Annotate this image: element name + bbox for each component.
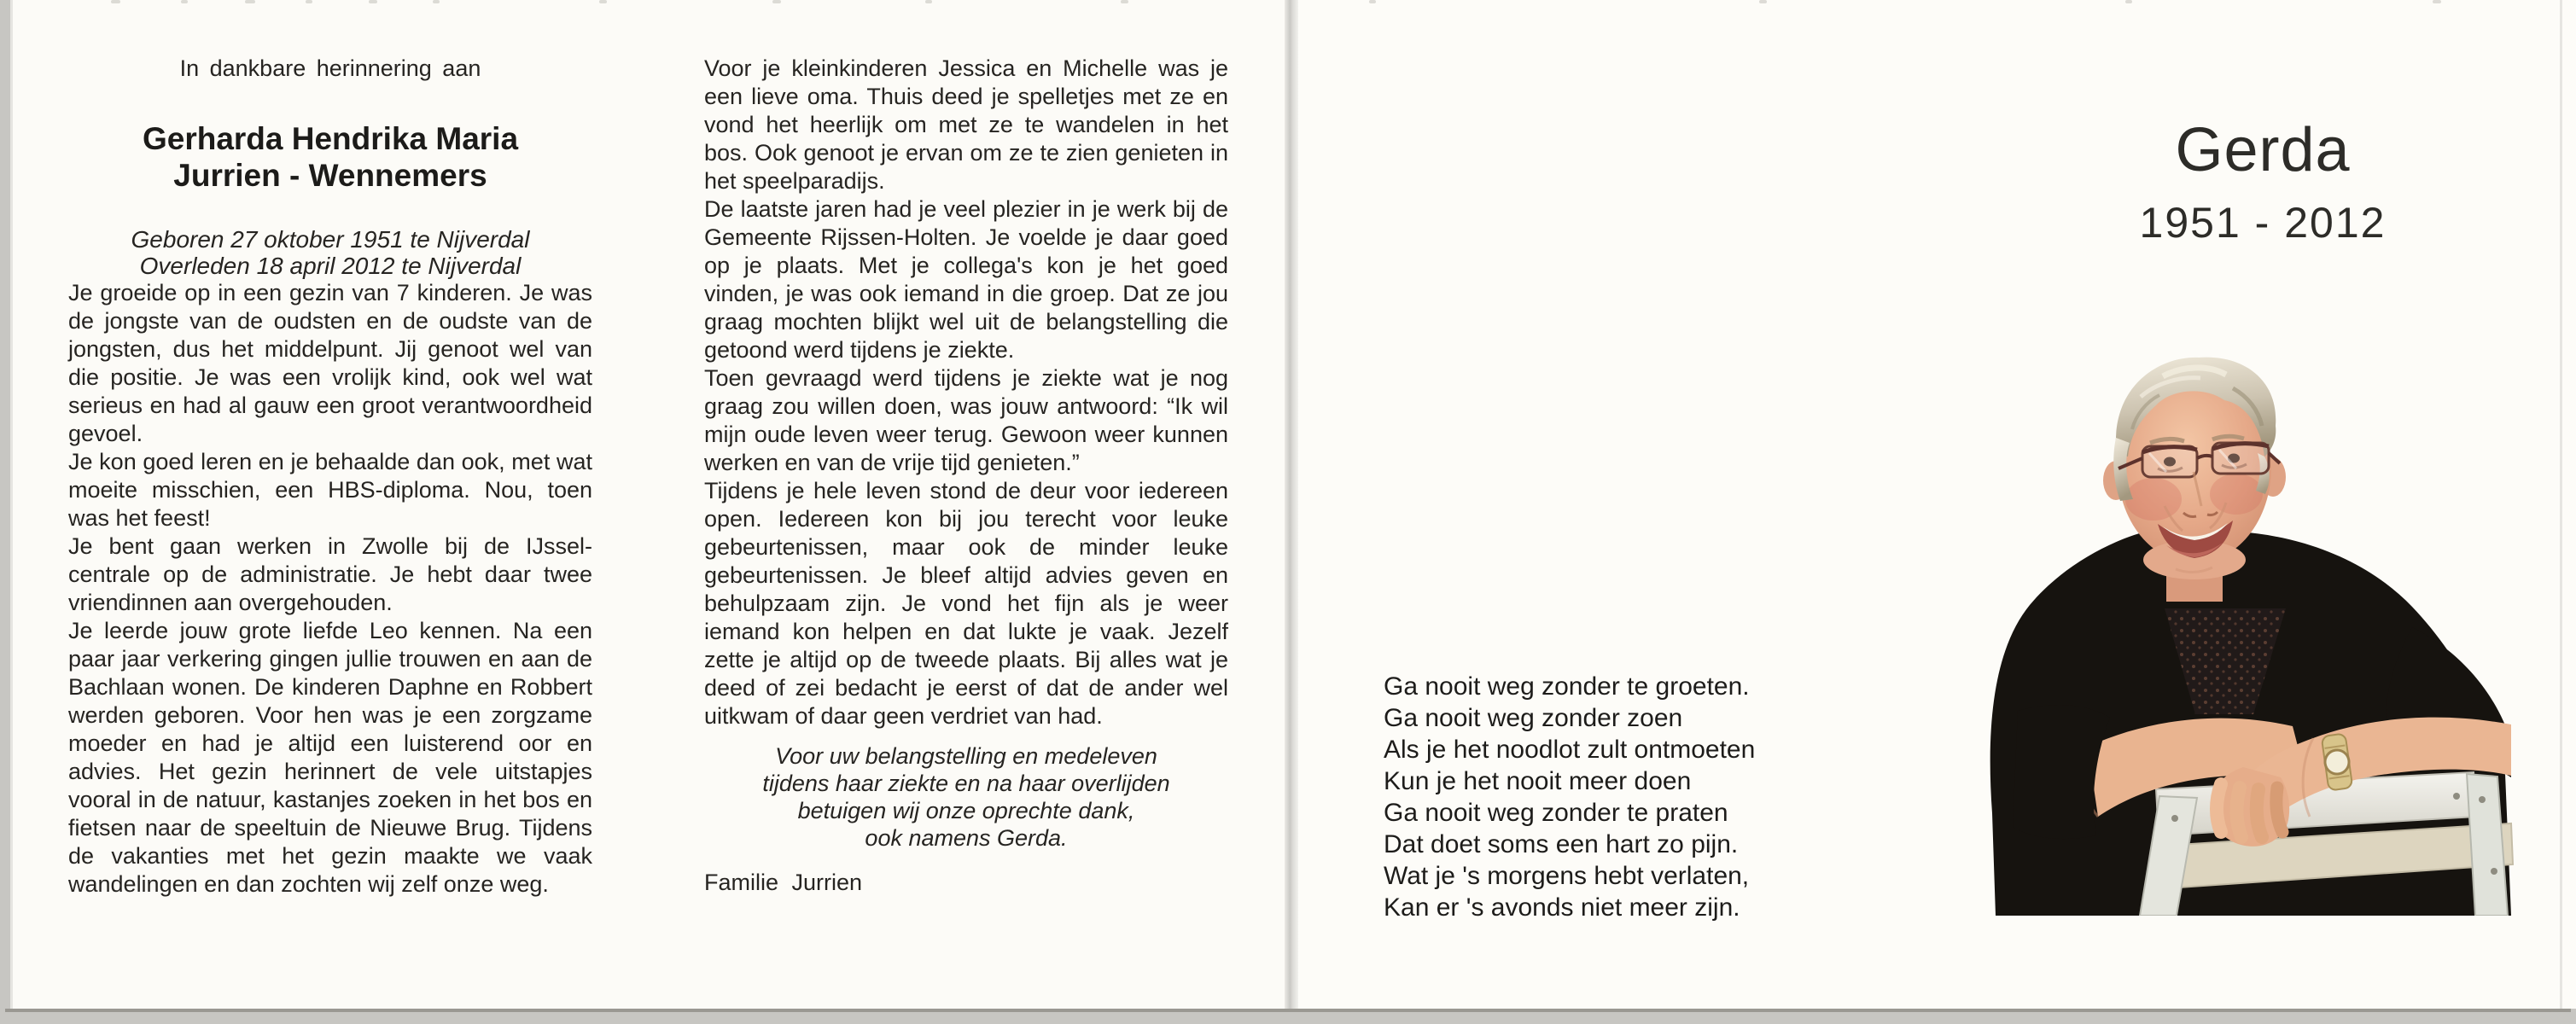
right-text-column — [704, 55, 1228, 897]
poem-line: Kan er 's avonds niet meer zijn. — [1384, 893, 1740, 922]
poem-line: Wat je 's morgens hebt verlaten, — [1384, 862, 1750, 890]
deceased-name — [68, 120, 592, 194]
family-signature: Familie Jurrien — [704, 870, 863, 895]
biography-paragraph: Je kon goed leren en je behaalde dan ook, met wat moeite misschien, een HBS-diploma. Nou, toen was het feest! — [68, 449, 592, 531]
poem-line: Dat doet soms een hart zo pijn. — [1384, 830, 1739, 858]
memoriam-line: In dankbare herinnering aan — [179, 55, 481, 81]
biography-paragraph: De laatste jaren had je veel plezier in je werk bij de Gemeente Rijssen-Holten. Je voelde je daar goed op je plaats. Met je collega's kon je het goed vinden, je was ook iemand in die groep. Dat ze jou graag mochten blijkt wel uit de belangstelling die getoond werd tijdens je ziekte. — [704, 196, 1228, 363]
biography-paragraph: Voor je kleinkinderen Jessica en Michelle was je een lieve oma. Thuis deed je spelletjes met ze en vond het heerlijk om met ze te wandelen in het bos. Ook genoot je ervan om ze te zien genieten in het speelparadijs. — [704, 55, 1228, 194]
poem — [1384, 671, 1896, 923]
biography-paragraph: Je groeide op in een gezin van 7 kinderen. Je was de jongste van de oudsten en de oudste van de jongsten, dus het middelpunt. Jij genoot wel van die positie. Je was een vrolijk kind, ook wel wat serieus en had al gauw een groot verantwoordheid gevoel. — [68, 280, 592, 446]
scan-artifact-dash — [2433, 0, 2441, 3]
acknowledgement-line: tijdens haar ziekte en na haar overlijden — [762, 771, 1170, 796]
deceased-name-line2: Jurrien - Wennemers — [173, 158, 487, 193]
scan-artifact-dash — [772, 0, 781, 3]
poem-line: Ga nooit weg zonder te groeten. — [1384, 672, 1750, 701]
death-line: Overleden 18 april 2012 te Nijverdal — [139, 253, 522, 279]
scan-artifact-dash — [599, 0, 607, 3]
poem-line: Ga nooit weg zonder zoen — [1384, 704, 1683, 732]
poem-line: Als je het noodlot zult ontmoeten — [1384, 736, 1756, 764]
biography-paragraph: Je leerde jouw grote liefde Leo kennen. Na een paar jaar verkering gingen jullie trouwen en aan de Bachlaan wonen. De kinderen Daphne en Robbert werden geboren. Voor hen was je een zorgzame moeder en had je altijd een luisterend oor en advies. Het gezin herinnert de vele uitstapjes vooral in de natuur, kastanjes zoeken in het bos en fietsen naar de speeltuin de Nieuwe Brug. Tijdens de vakanties met het gezin maakte we vaak wandelingen en dan zochten wij zelf onze weg. — [68, 618, 592, 897]
poem-line: Kun je het nooit meer doen — [1384, 767, 1692, 795]
front-title-name: Gerda — [2175, 116, 2351, 184]
hand — [2211, 767, 2289, 847]
scan-artifact-dash — [1369, 0, 1376, 3]
acknowledgement-line: Voor uw belangstelling en medeleven — [775, 743, 1157, 769]
acknowledgement-text — [704, 742, 1228, 852]
scan-artifact-dash — [1121, 0, 1128, 3]
card-right-edge-line — [2560, 0, 2562, 1009]
right-cheek-blush — [2210, 474, 2263, 515]
scan-artifact-dash — [369, 0, 377, 3]
scan-artifact-dash — [306, 0, 312, 3]
scan-artifact-dash — [1759, 0, 1767, 3]
biography-paragraph: Toen gevraagd werd tijdens je ziekte wat je nog graag zou willen doen, was jouw antwoord: “Ik wil mijn oude leven weer terug. Gewoon weer kunnen werken en van de vrije tijd genieten.” — [704, 365, 1228, 475]
scan-artifact-dash — [111, 0, 120, 3]
biography-paragraph: Tijdens je hele leven stond de deur voor iedereen open. Iedereen kon bij jou terecht voor leuke gebeurtenissen, maar ook de minder leuke gebeurtenissen. Je bleef altijd advies geven en behulpzaam zijn. Je vond het fijn als je weer iemand kon helpen en dat lukte je vaak. Jezelf zette je altijd op de tweede plaats. Bij alles wat je deed of zei bedacht je eerst of dat de ander wel uitkwam of daar geen verdriet van had. — [704, 478, 1228, 729]
acknowledgement-line: ook namens Gerda. — [865, 825, 1068, 851]
scan-artifact-dash — [433, 0, 440, 3]
portrait-photo-illustration — [1951, 352, 2515, 916]
card-fold-seam — [1285, 0, 1298, 1009]
scan-artifact-dash — [925, 0, 932, 3]
poem-line: Ga nooit weg zonder te praten — [1384, 799, 1728, 827]
memorial-card-inside — [10, 0, 1285, 1009]
acknowledgement-line: betuigen wij onze oprechte dank, — [797, 798, 1135, 823]
biography-paragraph: Je bent gaan werken in Zwolle bij de IJssel-centrale op de administratie. Je hebt daar twee vriendinnen aan overgehouden. — [68, 533, 592, 615]
card-bottom-edge-shadow — [5, 1009, 2571, 1012]
front-life-years: 1951 - 2012 — [2139, 199, 2387, 247]
left-cheek-blush — [2125, 478, 2182, 521]
portrait-photo — [1951, 352, 2515, 916]
scan-artifact-dash — [2125, 0, 2132, 3]
birth-line: Geboren 27 oktober 1951 te Nijverdal — [131, 226, 530, 253]
deceased-name-line1: Gerharda Hendrika Maria — [142, 121, 519, 156]
life-dates — [68, 226, 592, 279]
left-text-column — [68, 55, 592, 899]
scan-artifact-dash — [245, 0, 255, 3]
memorial-card-front — [1298, 0, 2576, 1009]
scan-artifact-dash — [181, 0, 188, 3]
